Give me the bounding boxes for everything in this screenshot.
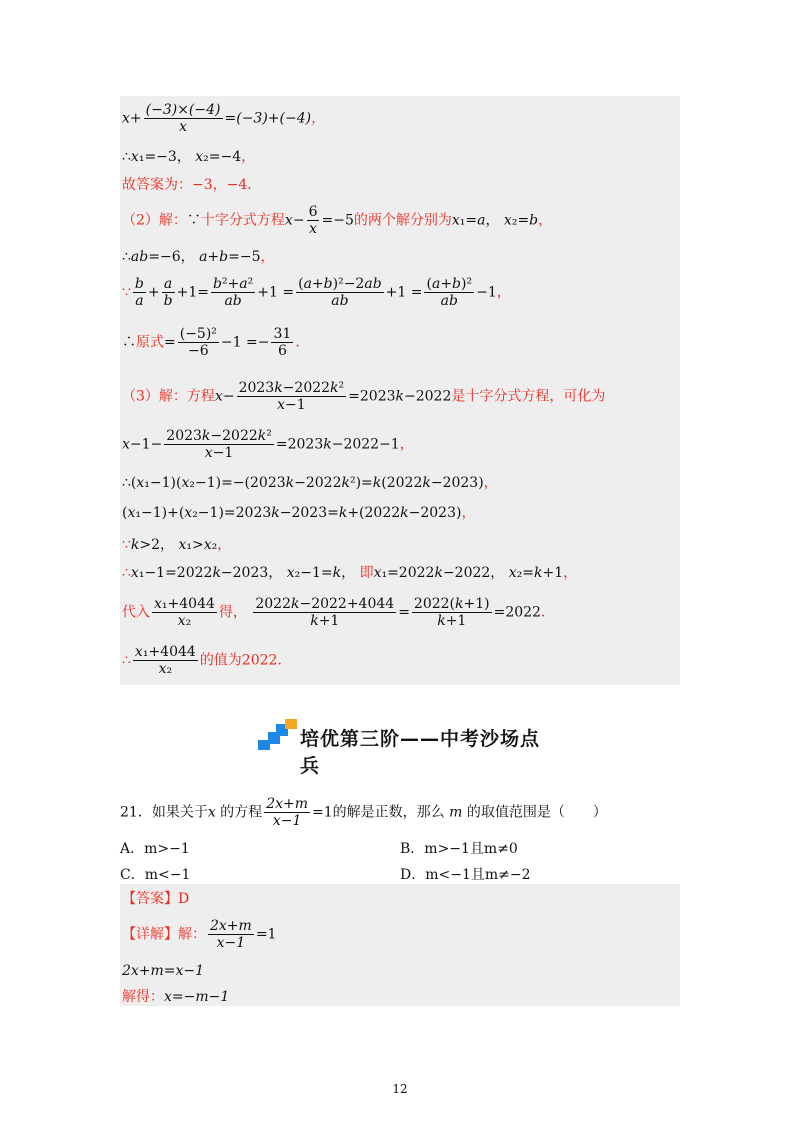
answer-label: 【答案】D: [122, 891, 190, 907]
option-b[interactable]: B．m>−1且m≠0: [400, 841, 518, 857]
option-c[interactable]: C．m<−1: [120, 867, 191, 883]
page-number: 12: [392, 1082, 408, 1096]
section-title: 培优第三阶——中考沙场点兵: [300, 728, 541, 777]
solution-line-13: ∴x₁−1=2022k−2023， x₂−1=k， 即x₁=2022k−2022， x₂=k+1，: [122, 565, 578, 581]
solution-line-6: ∵ $\frac{b}{a}$ + $\frac{a}{b}$ +1= $\frac{\text{b²+a²}}{ab}$ +1 = $\frac{\text{(a+b)²−2ab}}{ab}$ +1 = $\frac{\text{(a+b)²}}{ab}$ −1，: [122, 276, 511, 309]
solution-line-5: ∴ab=−6， a+b=−5，: [122, 249, 275, 265]
solution-line-9: x−1− $\frac{\text{2023k−2022k²}}{x-1}$ =2023k−2022−1，: [122, 428, 414, 461]
solution-line-8: （3）解：方程x− $\frac{\text{2023k−2022k²}}{x-1}$ =2023k−2022是十字分式方程，可化为: [122, 380, 606, 413]
solution-line-7: ∴原式= $\frac{\text{(−5)²}}{-6}$ −1 =− $\frac{31}{6}$ ．: [122, 326, 310, 359]
stairs-icon: [258, 718, 300, 754]
answer-detail: 【详解】解： $\frac{2x+m}{x-1}$ =1: [122, 918, 277, 951]
solution-line-4: （2）解：∵十字分式方程x− $\frac{6}{x}$ =−5的两个解分别为x₁=a， x₂=b，: [122, 204, 553, 237]
solution-line-15: ∴ $\frac{\text{x₁+4044}}{\text{x₂}}$ 的值为2022．: [122, 644, 292, 677]
option-d[interactable]: D．m<−1且m≠−2: [400, 867, 531, 883]
solution-line-3: 故答案为：−3，−4．: [122, 177, 262, 193]
option-a[interactable]: A．m>−1: [120, 841, 190, 857]
answer-step-1: 2x+m=x−1: [122, 963, 205, 979]
solution-line-1: x+ $\frac{(-3)\times(-4)}{x}$ =(−3)+(−4)，: [122, 102, 326, 135]
solution-line-12: ∵k>2， x₁>x₂，: [122, 537, 232, 553]
solution-line-10: ∴(x₁−1)(x₂−1)=−(2023k−2022k²)=k(2022k−2023)，: [122, 475, 498, 491]
solution-line-14: 代入 $\frac{\text{x₁+4044}}{\text{x₂}}$ 得， $\frac{2022k-2022+4044}{k+1}$ = $\frac{2022(k+1)}{k+1}$ =2022．: [122, 596, 555, 629]
section-banner: [258, 718, 558, 777]
question-stem: 21．如果关于x 的方程 $\frac{2x+m}{x-1}$ =1的解是正数，那么 m 的取值范围是（ ）: [120, 796, 607, 829]
solution-line-2: ∴x₁=−3， x₂=−4，: [122, 149, 256, 165]
solution-line-11: (x₁−1)+(x₂−1)=2023k−2023=k+(2022k−2023)，: [122, 505, 476, 521]
answer-step-2: 解得：x=−m−1: [122, 989, 230, 1005]
